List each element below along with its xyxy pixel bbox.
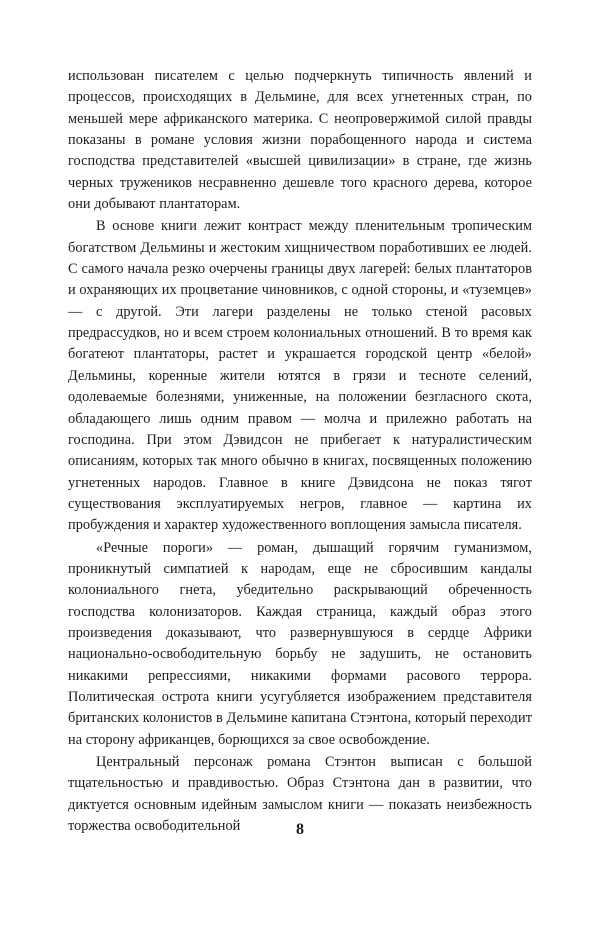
book-page [68,66,532,866]
paragraph-2: В основе книги лежит контраст между пленительным тропическим богатством Дельмины и жестоким хищничеством поработивших ее людей. С самого начала резко очерчены границы двух лагерей: белых плантаторов и охраняющих их процветание чиновников, с одной стороны, и «туземцев» — с другой. Эти лагери разделены не только стеной расовых предрассудков, но и всем строем колониальных отношений. В то время как богатеют плантаторы, растет и украшается городской центр «белой» Дельмины, коренные жители ютятся в грязи и тесноте селений, одолеваемые болезнями, униженные, на положении безгласного скота, обладающего лишь одним правом — молча и прилежно работать на господина. При этом Дэвидсон не прибегает к натуралистическим описаниям, которых так много обычно в книгах, посвященных положению угнетенных народов. Главное в книге Дэвидсона не показ тягот существования эксплуатируемых негров, главное — картина их пробуждения и характер художественного воплощения замысла писателя. [68,218,532,534]
page-number: 8 [296,821,304,838]
paragraph-4: Центральный персонаж романа Стэнтон выписан с большой тщательностью и правдивостью. Образ Стэнтона дан в развитии, что диктуется основным идейным замыслом книги — показать неизбежность торжества освободительной [68,754,532,835]
paragraph-3: «Речные пороги» — роман, дышащий горячим гуманизмом, проникнутый симпатией к народам, еще не сбросившим кандалы колониального гнета, убедительно раскрывающий обреченность господства колонизаторов. Каждая страница, каждый образ этого произведения доказывают, что развернувшуюся в сердце Африки национально-освободительную борьбу не задушить, не остановить никакими репрессиями, никакими формами расового террора. Политическая острота книги усугубляется изображением представителя британских колонистов в Дельмине капитана Стэнтона, который переходит на сторону африканцев, борющихся за свое освобождение. [68,539,532,748]
paragraph-1: использован писателем с целью подчеркнуть типичность явлений и процессов, происходящих в Дельмине, для всех угнетенных стран, по меньшей мере африканского материка. С неопровержимой силой правды показаны в романе условия жизни порабощенного народа и система господства представителей «высшей цивилизации» в стране, где жизнь черных тружеников несравненно дешевле того красного дерева, которое они добывают плантаторам. [68,68,532,213]
body-text [68,66,532,837]
